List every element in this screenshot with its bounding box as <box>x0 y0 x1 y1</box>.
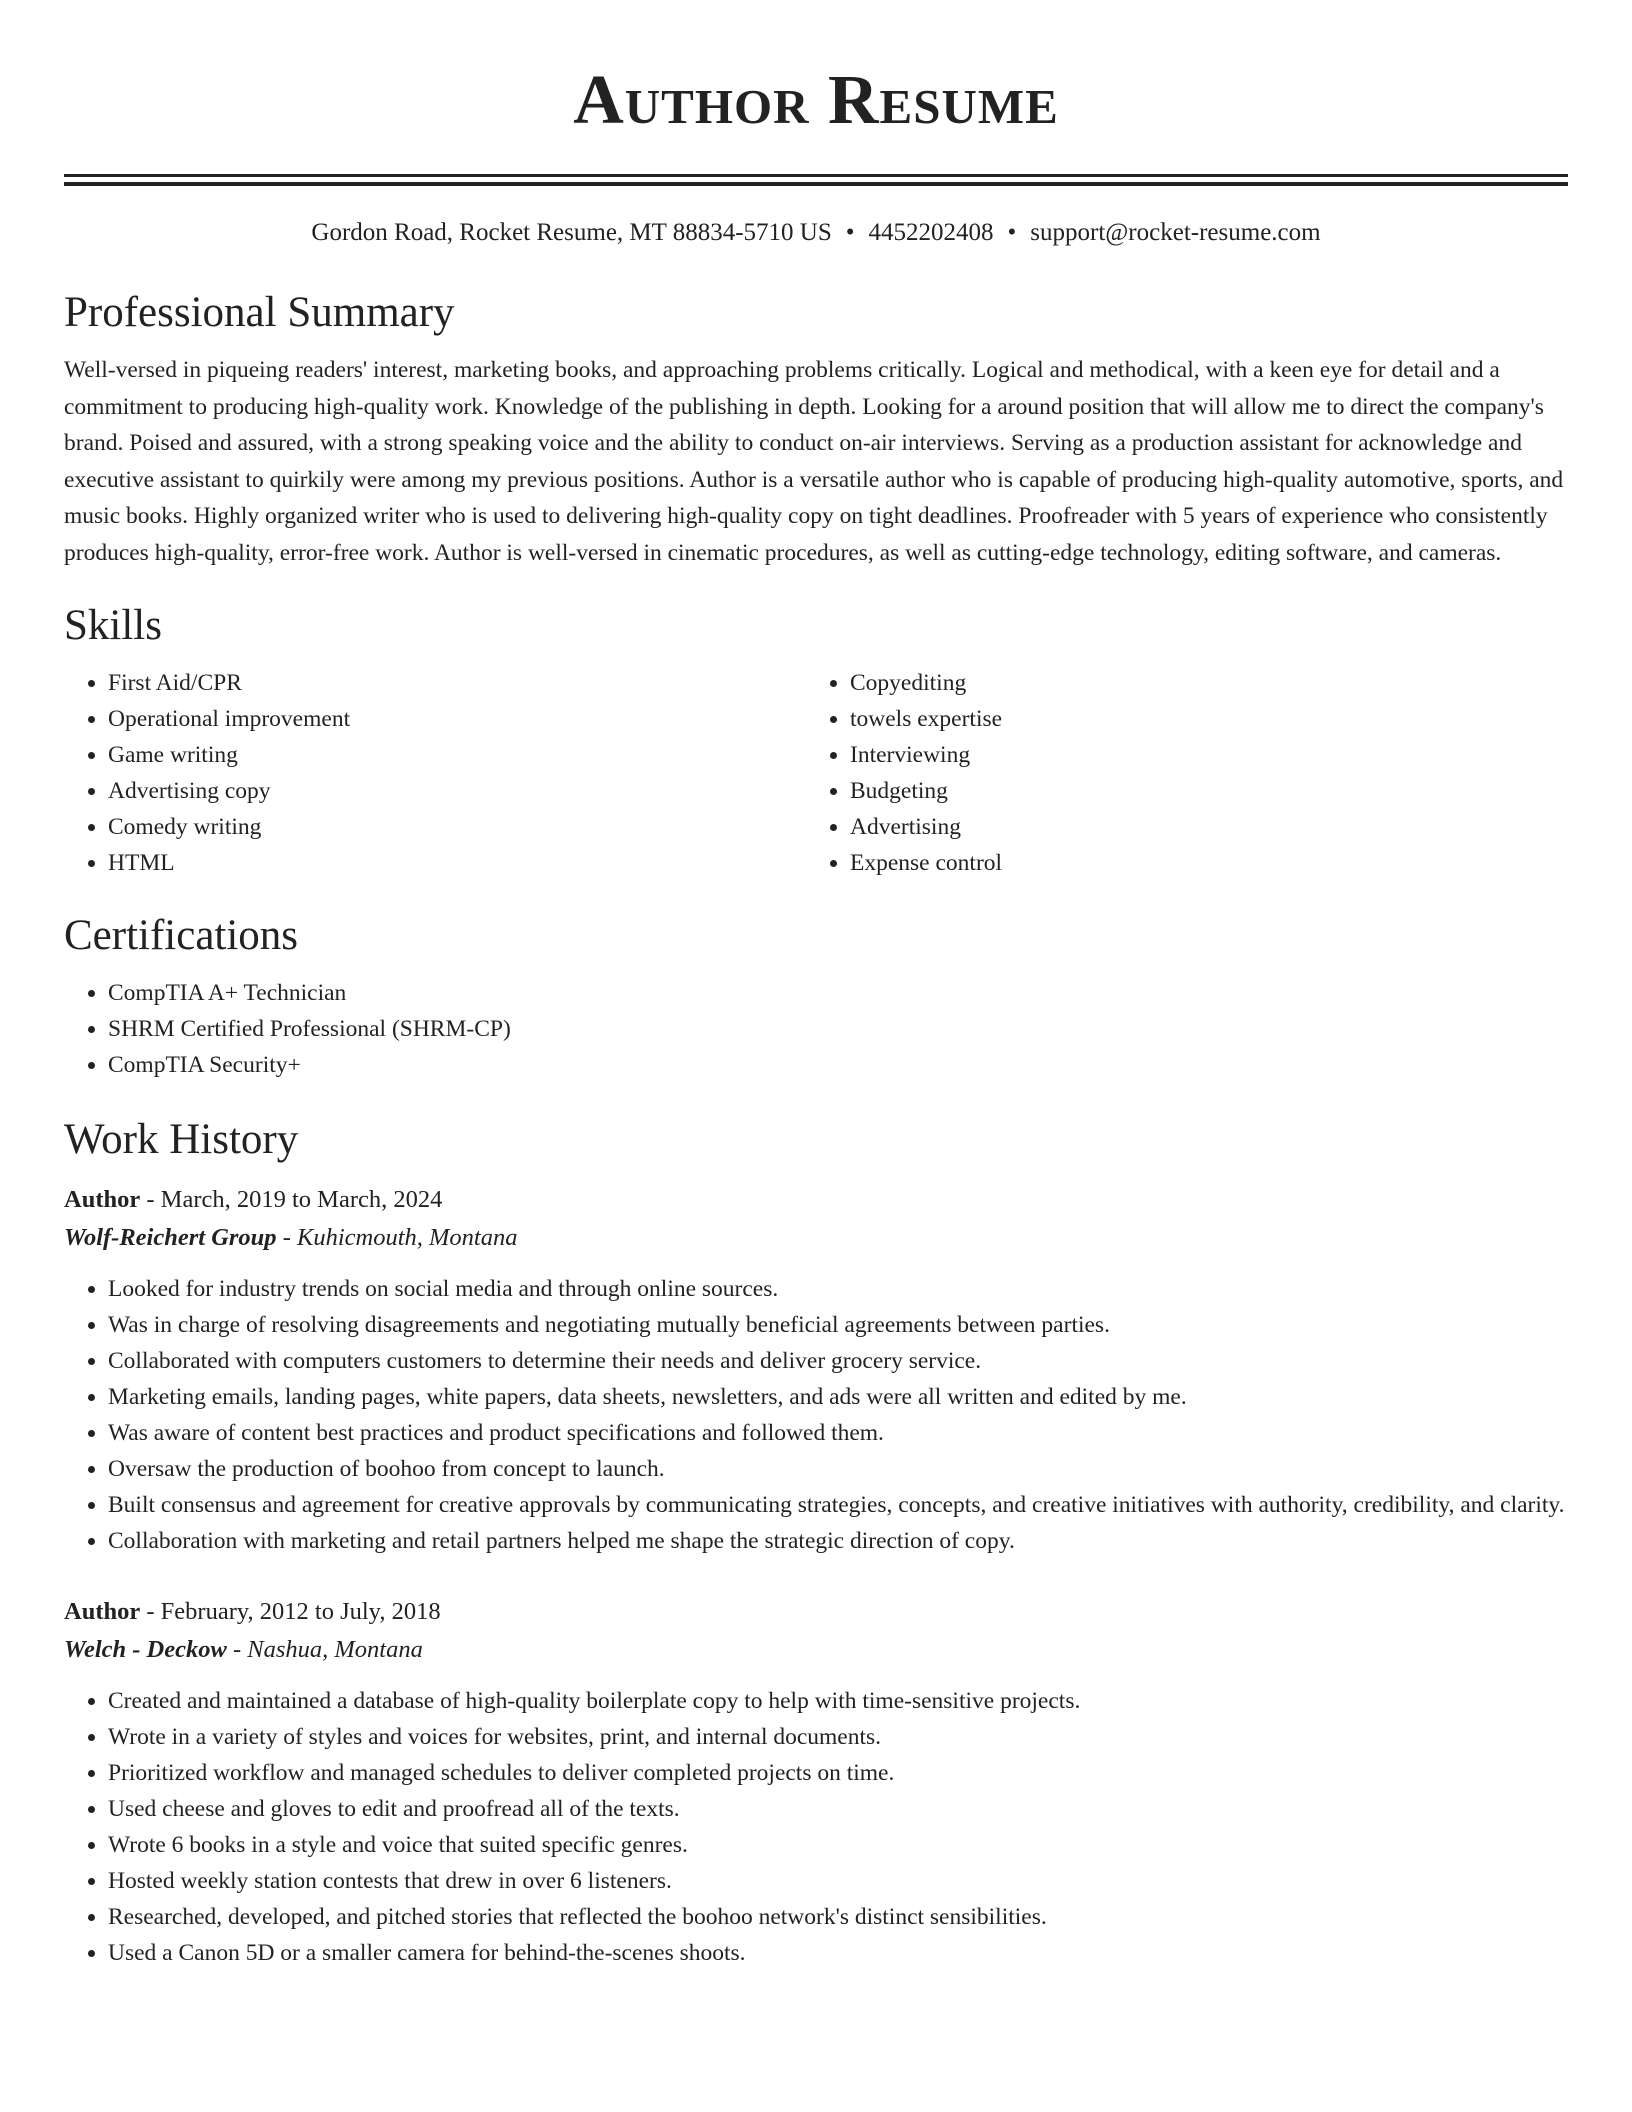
resume-title: Author Resume <box>573 62 1059 139</box>
skills-grid <box>64 665 1568 881</box>
job-company-line <box>64 1631 1568 1669</box>
skill-item: • Budgeting <box>850 773 1548 809</box>
job-bullet: • Oversaw the production of boohoo from concept to launch. <box>108 1451 1568 1487</box>
job-bullet: • Was aware of content best practices and product specifications and followed them. <box>108 1415 1568 1451</box>
title-divider <box>64 174 1568 186</box>
job-role: Author <box>64 1186 141 1213</box>
job-bullet: • Collaborated with computers customers to determine their needs and deliver grocery service. <box>108 1343 1568 1379</box>
skill-item: • Interviewing <box>850 737 1548 773</box>
skill-item: • First Aid/CPR <box>108 665 806 701</box>
contact-email: support@rocket-resume.com <box>1030 219 1321 246</box>
job-dates: March, 2019 to March, 2024 <box>160 1186 443 1213</box>
job-title-line <box>64 1181 1568 1219</box>
job-bullet: • Built consensus and agreement for creative approvals by communicating strategies, concepts, and creative initiatives with authority, credibility, and clarity. <box>108 1487 1568 1523</box>
contact-separator: • <box>1007 219 1017 246</box>
job-bullets <box>64 1683 1568 1971</box>
job-dash: - <box>226 1636 248 1663</box>
skill-item: • Expense control <box>850 845 1548 881</box>
summary-heading: Professional Summary <box>64 289 455 336</box>
work-history-heading: Work History <box>64 1116 299 1163</box>
job-bullet: • Was in charge of resolving disagreements and negotiating mutually beneficial agreements between parties. <box>108 1307 1568 1343</box>
job-bullet: • Created and maintained a database of high-quality boilerplate copy to help with time-sensitive projects. <box>108 1683 1568 1719</box>
certifications-heading: Certifications <box>64 912 299 959</box>
job-bullet: • Hosted weekly station contests that drew in over 6 listeners. <box>108 1863 1568 1899</box>
job-bullet: • Researched, developed, and pitched stories that reflected the boohoo network's distinct sensibilities. <box>108 1899 1568 1935</box>
certification-item: • CompTIA A+ Technician <box>108 975 1568 1011</box>
skills-section <box>64 599 1568 881</box>
skills-column-left <box>64 665 806 881</box>
job-bullets <box>64 1271 1568 1559</box>
certification-item: • SHRM Certified Professional (SHRM-CP) <box>108 1011 1568 1047</box>
job-bullet: • Used a Canon 5D or a smaller camera for behind-the-scenes shoots. <box>108 1935 1568 1971</box>
job-bullet: • Collaboration with marketing and retail partners helped me shape the strategic direction of copy. <box>108 1523 1568 1559</box>
certifications-list <box>64 975 1568 1083</box>
job-role: Author <box>64 1598 141 1625</box>
job-dash: - <box>276 1224 297 1251</box>
job-bullet: • Used cheese and gloves to edit and proofread all of the texts. <box>108 1791 1568 1827</box>
contact-phone: 4452202408 <box>868 219 994 246</box>
job-bullet: • Wrote in a variety of styles and voices for websites, print, and internal documents. <box>108 1719 1568 1755</box>
skill-item: • towels expertise <box>850 701 1548 737</box>
job-dash: - <box>140 1598 161 1625</box>
summary-section <box>64 286 1568 571</box>
skill-item: • Advertising copy <box>108 773 806 809</box>
job-entry <box>64 1593 1568 1971</box>
work-history-section <box>64 1113 1568 1971</box>
job-dash: - <box>140 1186 161 1213</box>
job-bullet: • Looked for industry trends on social media and through online sources. <box>108 1271 1568 1307</box>
certifications-section <box>64 909 1568 1083</box>
job-company-line <box>64 1219 1568 1257</box>
contact-separator: • <box>845 219 855 246</box>
certification-item: • CompTIA Security+ <box>108 1047 1568 1083</box>
skills-column-right <box>806 665 1548 881</box>
skill-item: • Advertising <box>850 809 1548 845</box>
skill-item: • Game writing <box>108 737 806 773</box>
skill-item: • Comedy writing <box>108 809 806 845</box>
skill-item: • Operational improvement <box>108 701 806 737</box>
job-title-line <box>64 1593 1568 1631</box>
job-company: Wolf-Reichert Group <box>64 1224 277 1251</box>
summary-text: Well-versed in piqueing readers' interest, marketing books, and approaching problems critically. Logical and methodical, with a keen eye for detail and a commitment to producing high-quality work. Knowledge of the publishing in depth. Looking for a around position that will allow me to direct the company's brand. Poised and assured, with a strong speaking voice and the ability to conduct on-air interviews. Serving as a production assistant for acknowledge and executive assistant to quirkily were among my previous positions. Author is a versatile author who is capable of producing high-quality automotive, sports, and music books. Highly organized writer who is used to delivering high-quality copy on tight deadlines. Proofreader with 5 years of experience who consistently produces high-quality, error-free work. Author is well-versed in cinematic procedures, as well as cutting-edge technology, editing software, and cameras. <box>64 357 1564 566</box>
skills-heading: Skills <box>64 602 162 649</box>
job-bullet: • Prioritized workflow and managed schedules to deliver completed projects on time. <box>108 1755 1568 1791</box>
job-bullet: • Marketing emails, landing pages, white papers, data sheets, newsletters, and ads were all written and edited by me. <box>108 1379 1568 1415</box>
skill-item: • HTML <box>108 845 806 881</box>
job-company: Welch - Deckow <box>64 1636 227 1663</box>
job-dates: February, 2012 to July, 2018 <box>160 1598 441 1625</box>
skill-item: • Copyediting <box>850 665 1548 701</box>
job-location: Nashua, Montana <box>247 1636 423 1663</box>
job-entry <box>64 1181 1568 1559</box>
job-bullet: • Wrote 6 books in a style and voice that suited specific genres. <box>108 1827 1568 1863</box>
job-location: Kuhicmouth, Montana <box>296 1224 518 1251</box>
contact-line <box>64 216 1568 250</box>
contact-address: Gordon Road, Rocket Resume, MT 88834-5710 US <box>311 219 832 246</box>
